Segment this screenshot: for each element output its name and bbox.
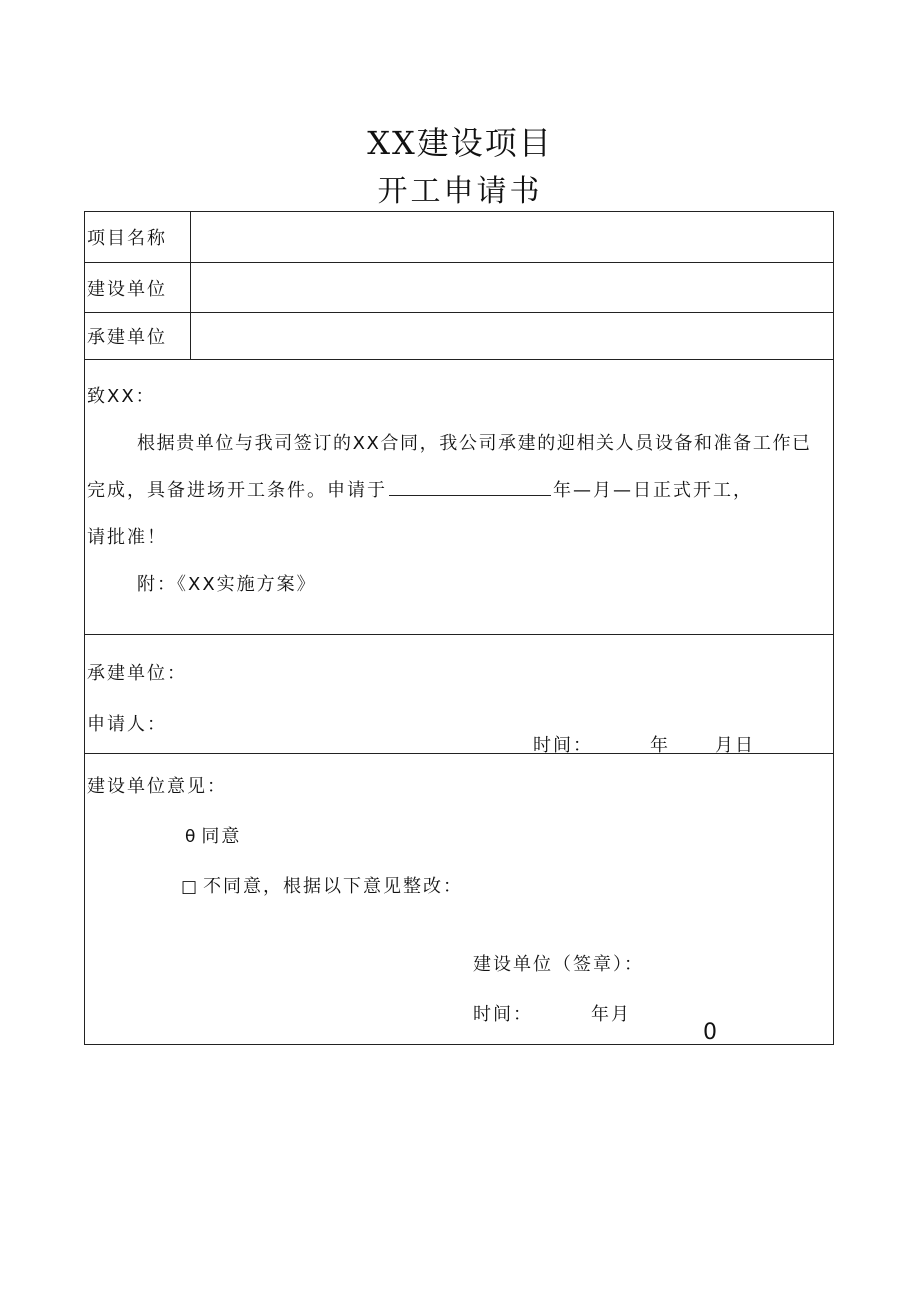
owner-signature-label: 建设单位（签章）： <box>473 954 644 975</box>
project-name-field[interactable] <box>191 212 833 262</box>
applicant-section <box>85 635 833 754</box>
applicant-month-day-label: 月日 <box>715 735 755 756</box>
letter-line-2-date-text: 年—月—日正式开工， <box>553 480 753 501</box>
agree-option[interactable] <box>185 822 241 848</box>
applicant-year-label: 年 <box>650 735 670 756</box>
applicant-time-label: 时间： <box>533 735 593 756</box>
owner-opinion-section <box>85 754 833 1044</box>
letter-attachment: 附：《XX实施方案》 <box>137 574 317 595</box>
letter-section <box>85 360 833 635</box>
applicant-unit-label: 承建单位： <box>87 663 187 684</box>
field-label-cell <box>85 313 191 359</box>
owner-time-label: 时间： <box>473 1004 533 1025</box>
stray-zero-mark: 0 <box>703 1020 717 1045</box>
contractor-unit-field[interactable] <box>191 313 833 359</box>
start-date-blank[interactable] <box>389 479 551 496</box>
document-subtitle: 开工申请书 <box>377 174 543 209</box>
letter-paragraph-line-2 <box>87 476 753 502</box>
field-row-construction-unit <box>85 263 833 313</box>
field-row-project-name <box>85 212 833 263</box>
disagree-checkbox[interactable]: □ <box>181 877 200 897</box>
construction-unit-field[interactable] <box>191 263 833 312</box>
letter-line-2-text: 完成，具备进场开工条件。申请于 <box>87 480 387 501</box>
disagree-label: 不同意，根据以下意见整改： <box>203 876 464 897</box>
project-name-label: 项目名称 <box>87 228 167 249</box>
letter-greeting: 致XX： <box>87 386 156 407</box>
agree-checkbox[interactable]: θ <box>185 827 198 847</box>
letter-paragraph-line-1: 根据贵单位与我司签订的XX合同，我公司承建的迎相关人员设备和准备工作已 <box>137 433 812 454</box>
agree-label: 同意 <box>201 826 242 847</box>
owner-year-month-label: 年月 <box>591 1004 631 1025</box>
applicant-person-label: 申请人： <box>87 714 167 735</box>
field-label-cell <box>85 263 191 312</box>
contractor-unit-label: 承建单位 <box>87 327 167 348</box>
disagree-option[interactable] <box>181 872 463 898</box>
construction-unit-label: 建设单位 <box>87 278 167 300</box>
field-label-cell <box>85 212 191 262</box>
letter-paragraph-line-3: 请批准！ <box>87 527 167 548</box>
document-title: XX建设项目 <box>367 124 553 162</box>
field-row-contractor-unit <box>85 313 833 360</box>
opinion-heading: 建设单位意见： <box>87 776 227 797</box>
application-form <box>84 211 834 1045</box>
